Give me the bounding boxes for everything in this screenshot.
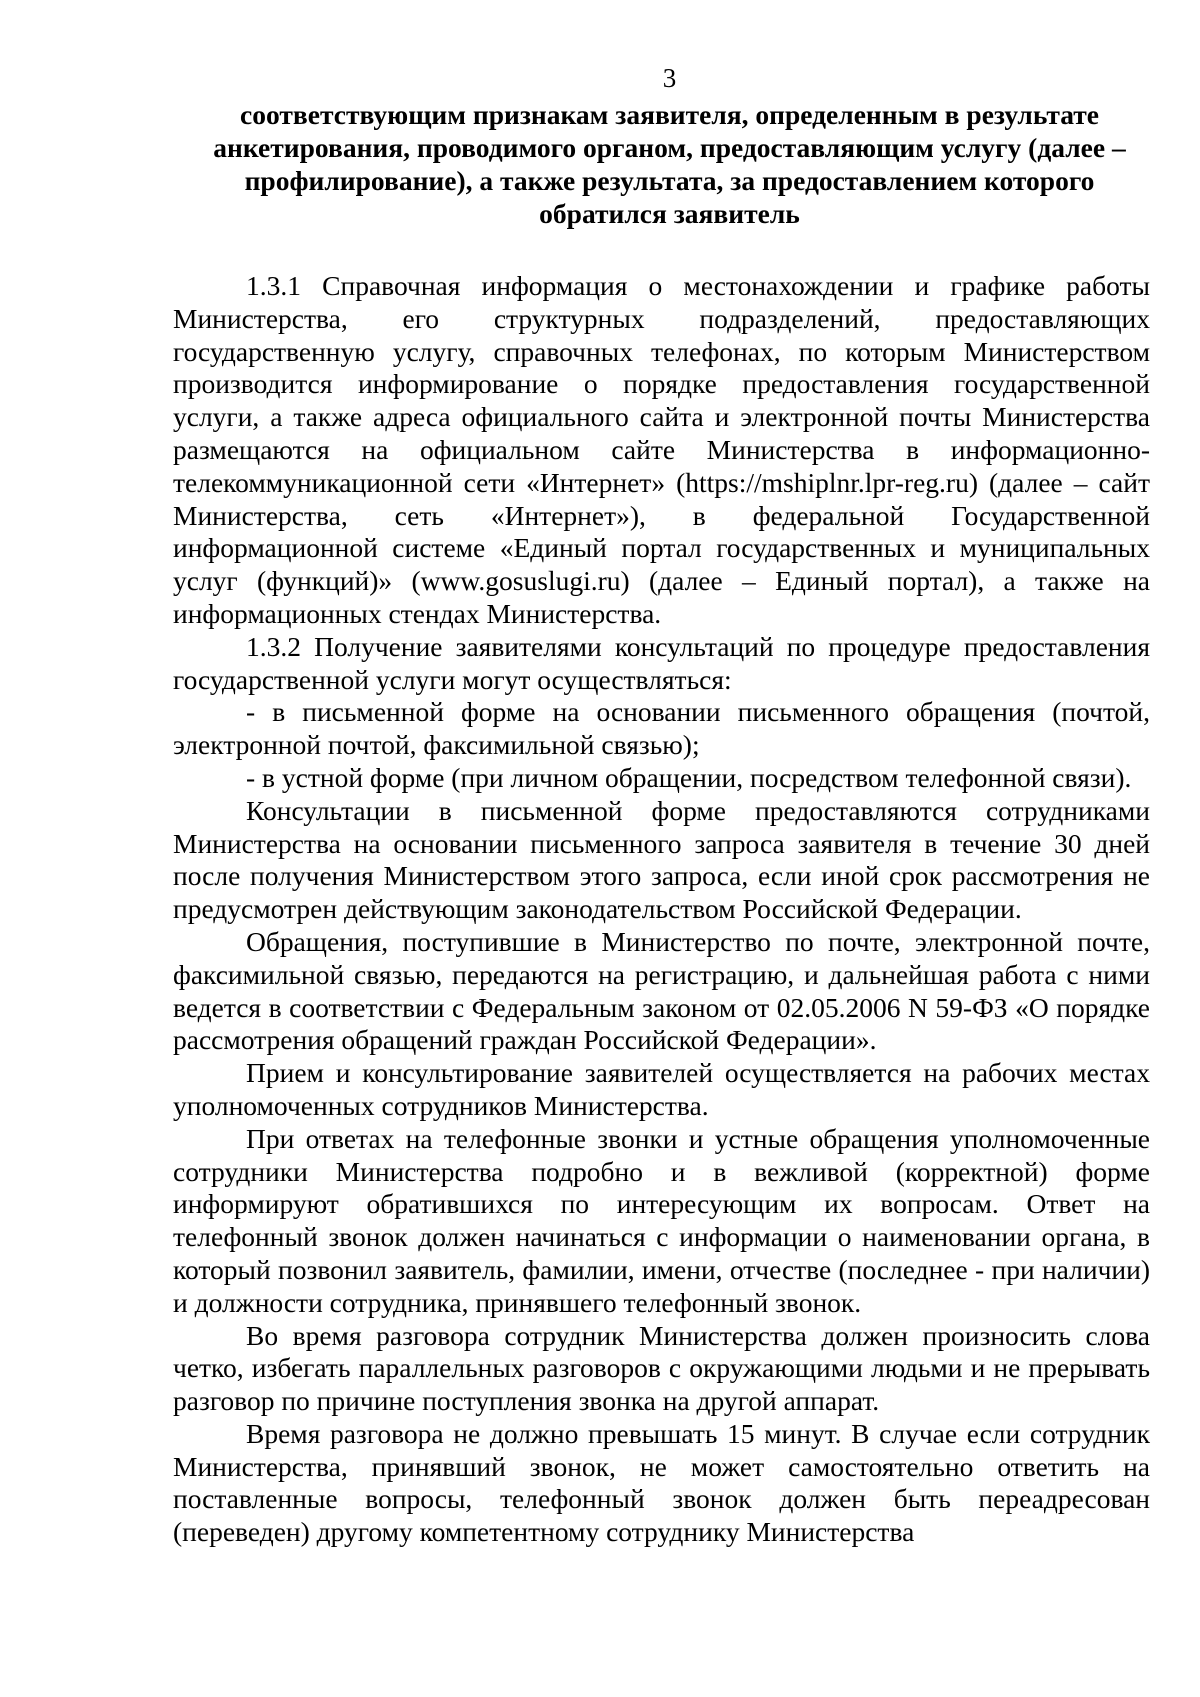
document-page — [173, 62, 1150, 1549]
heading-line: анкетирования, проводимого органом, предоставляющим услугу (далее – — [213, 132, 1126, 163]
paragraph-appeals: Обращения, поступившие в Министерство по почте, электронной почте, факсимильной связью, передаются на регистрацию, и дальнейшая работа с ними ведется в соответствии с Федеральным законом от 02.05.2006 N 59-ФЗ «О порядке рассмотрения обращений граждан Российской Федерации». — [173, 925, 1150, 1056]
paragraph-reception: Прием и консультирование заявителей осуществляется на рабочих местах уполномоченных сотрудников Министерства. — [173, 1057, 1150, 1121]
heading-line: обратился заявитель — [539, 198, 800, 229]
heading-line: профилирование), а также результата, за предоставлением которого — [244, 165, 1095, 196]
paragraph-conversation: Во время разговора сотрудник Министерства должен произносить слова четко, избегать параллельных разговоров с окружающими людьми и не прерывать разговор по причине поступления звонка на другой аппарат. — [173, 1319, 1150, 1417]
body-text — [173, 270, 1150, 1549]
paragraph-written-consultations: Консультации в письменной форме предоставляются сотрудниками Министерства на основании письменного запроса заявителя в течение 30 дней после получения Министерством этого запроса, если иной срок рассмотрения не предусмотрен действующим законодательством Российской Федерации. — [173, 794, 1150, 925]
heading-line: соответствующим признакам заявителя, определенным в результате — [240, 99, 1099, 130]
paragraph-phone-answers: При ответах на телефонные звонки и устные обращения уполномоченные сотрудники Министерства подробно и в вежливой (корректной) форме информируют обратившихся по интересующим их вопросам. Ответ на телефонный звонок должен начинаться с информации о наименовании органа, в который позвонил заявитель, фамилии, имени, отчестве (последнее - при наличии) и должности сотрудника, принявшего телефонный звонок. — [173, 1122, 1150, 1318]
paragraph-1-3-1: 1.3.1 Справочная информация о местонахождении и графике работы Министерства, его структурных подразделений, предоставляющих государственную услугу, справочных телефонах, по которым Министерством производится информирование о порядке предоставления государственной услуги, а также адреса официального сайта и электронной почты Министерства размещаются на официальном сайте Министерства в информационно-телекоммуникационной сети «Интернет» (https://mshiplnr.lpr-reg.ru) (далее – сайт Министерства, сеть «Интернет»), в федеральной Государственной информационной системе «Единый портал государственных и муниципальных услуг (функций)» (www.gosuslugi.ru) (далее – Единый портал), а также на информационных стендах Министерства. — [173, 270, 1150, 629]
paragraph-1-3-2: 1.3.2 Получение заявителями консультаций по процедуре предоставления государственной услуги могут осуществляться: — [173, 630, 1150, 695]
list-item-oral: - в устной форме (при личном обращении, посредством телефонной связи). — [246, 761, 1132, 793]
paragraph-duration: Время разговора не должно превышать 15 минут. В случае если сотрудник Министерства, принявший звонок, не может самостоятельно ответить на поставленные вопросы, телефонный звонок должен быть переадресован (переведен) другому компетентному сотруднику Министерства — [173, 1417, 1150, 1548]
section-heading — [173, 98, 1150, 230]
list-item-written: - в письменной форме на основании письменного обращения (почтой, электронной почтой, факсимильной связью); — [173, 696, 1150, 761]
page-number: 3 — [662, 63, 677, 93]
